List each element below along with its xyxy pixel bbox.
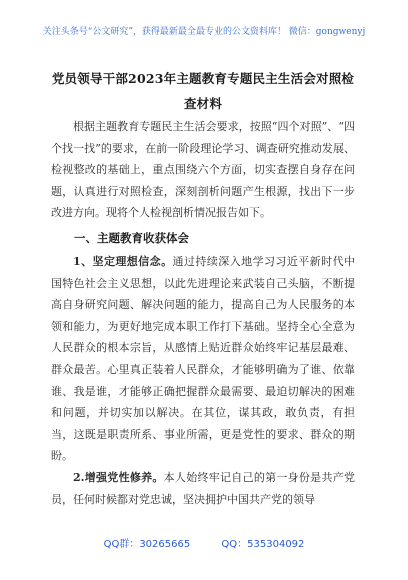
qq-number-label: QQ：535304092 [221, 539, 305, 550]
item-1-lead: 1、坚定理想信念。 [73, 254, 173, 268]
item-2-body: 本人始终牢记自己的第一身份是共产党员，任何时候都对党忠诚，坚决拥护中国共产党的领导 [51, 470, 355, 506]
item-2-lead: 2.增强党性修养。 [73, 470, 164, 484]
intro-paragraph: 根据主题教育专题民主生活会要求，按照“四个对照”、“四个找一找”的要求，在前一阶段理论学习、调查研究推动发展、检视整改的基础上，重点围绕六个方面，切实查摆自身存在问题，认真进行对照检查，深刻剖析问题产生根源，找出下一步改进方向。现将个人检视剖析情况报告如下。 [51, 120, 355, 220]
footer-contact [0, 535, 408, 550]
document-body [51, 116, 355, 510]
document-title: 党员领导干部2023年主题教育专题民主生活会对照检查材料 [51, 71, 355, 111]
item-1-body: 通过持续深入地学习习近平新时代中国特色社会主义思想，以此先进理论来武装自己头脑，不断提高自身研究问题、解决问题的能力，提高自己为人民服务的本领和能力，为更好地完成本职工作打下基础。坚持全心全意为人民群众的根本宗旨，从感情上贴近群众始终牢记基层最难、群众最苦。心里真正装着人民群众，才能够明确为了谁、依靠谁、我是谁，才能够正确把握群众最需要、最迫切解决的困难和问题，并切实加以解决。在其位，谋其政，敢负责，有担当，这既是职责所系、事业所需，更是党性的要求、群众的期盼。 [51, 254, 356, 463]
section-heading: 一、主题教育收获体会 [74, 230, 189, 245]
item-2-paragraph [51, 467, 355, 510]
header-banner: 关注头条号“公文研究”，获得最新最全最专业的公文资料库！ 微信：gongwenyj [42, 27, 366, 37]
qq-group-label: QQ群：30265665 [103, 539, 191, 550]
item-1-paragraph [51, 251, 355, 467]
